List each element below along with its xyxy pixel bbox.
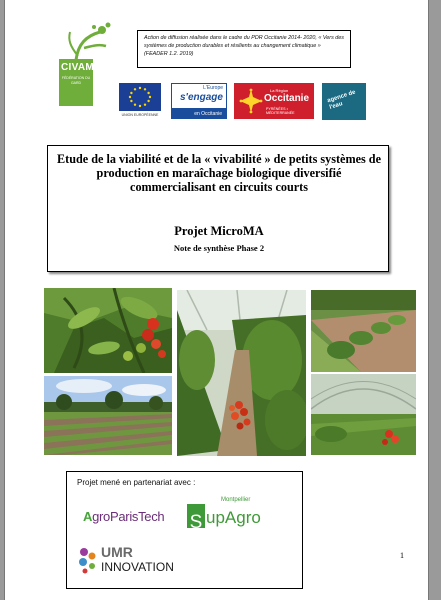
- agence-eau-text: agence de l'eau: [326, 89, 357, 111]
- vegetable-bed-photo: [311, 290, 416, 372]
- field-rows-photo: [44, 376, 172, 455]
- occitanie-logo-line2: Occitanie: [264, 93, 310, 104]
- supagro-name: upAgro: [206, 508, 261, 527]
- civam-name: CIVAM: [61, 62, 94, 73]
- supagro-badge: [187, 504, 205, 533]
- civam-badge: [59, 59, 93, 106]
- agence-eau-logo: [322, 83, 366, 120]
- page-number: 1: [400, 551, 404, 560]
- eu-stars-icon: [119, 83, 161, 111]
- action-statement: Action de diffusion réalisée dans le cadre du PDR Occitanie 2014- 2020, « Vers des systèmes de production durables et résilients au changement climatique » (FEADER 1.2. 2019): [137, 30, 351, 68]
- umr-name: UMR: [101, 544, 133, 560]
- agroparistech-logo: [83, 509, 164, 524]
- supagro-initial: S: [189, 512, 203, 533]
- supagro-logo: [187, 497, 261, 533]
- title-box: [47, 145, 389, 272]
- partners-box: [66, 471, 303, 589]
- europe-logo-line3: en Occitanie: [194, 111, 222, 117]
- supagro-city: Montpellier: [221, 497, 251, 503]
- europe-engage-logo: [171, 83, 227, 119]
- occitan-cross-icon: [239, 88, 263, 114]
- project-name: Projet MicroMA: [174, 224, 264, 238]
- europe-logo-line2: s'engage: [180, 92, 223, 103]
- document-page: [4, 0, 429, 600]
- partners-label: Projet mené en partenariat avec :: [77, 478, 196, 487]
- greenhouse-tomatoes-photo: [177, 290, 306, 456]
- eu-caption: UNION EUROPÉENNE: [121, 113, 159, 117]
- europe-logo-line1: L'Europe: [203, 85, 223, 91]
- eu-logo: [115, 83, 165, 119]
- tomato-plant-photo: [44, 288, 172, 373]
- agroparistech-initial: A: [83, 509, 93, 524]
- occitanie-logo-line1: La Région: [270, 88, 289, 93]
- umr-innovation-name: INNOVATION: [101, 560, 174, 574]
- civam-subtext: FÉDÉRATION DU GARD: [61, 76, 91, 85]
- molecule-icon: [77, 546, 99, 574]
- occitanie-logo: [234, 83, 314, 119]
- civam-leaf-icon: [56, 22, 115, 62]
- occitanie-logo-line3: PYRÉNÉES • MÉDITERRANÉE: [266, 107, 295, 115]
- document-subtitle: Note de synthèse Phase 2: [173, 243, 265, 253]
- tunnel-greenhouse-photo: [311, 374, 416, 455]
- document-title: Etude de la viabilité et de la « vivabilité » de petits systèmes de production en maraîchage biologique diversifié commercialisant en circuits courts: [57, 152, 381, 194]
- civam-logo: [56, 22, 115, 90]
- umr-innovation-logo: [77, 544, 187, 580]
- agroparistech-name: groParisTech: [92, 509, 165, 524]
